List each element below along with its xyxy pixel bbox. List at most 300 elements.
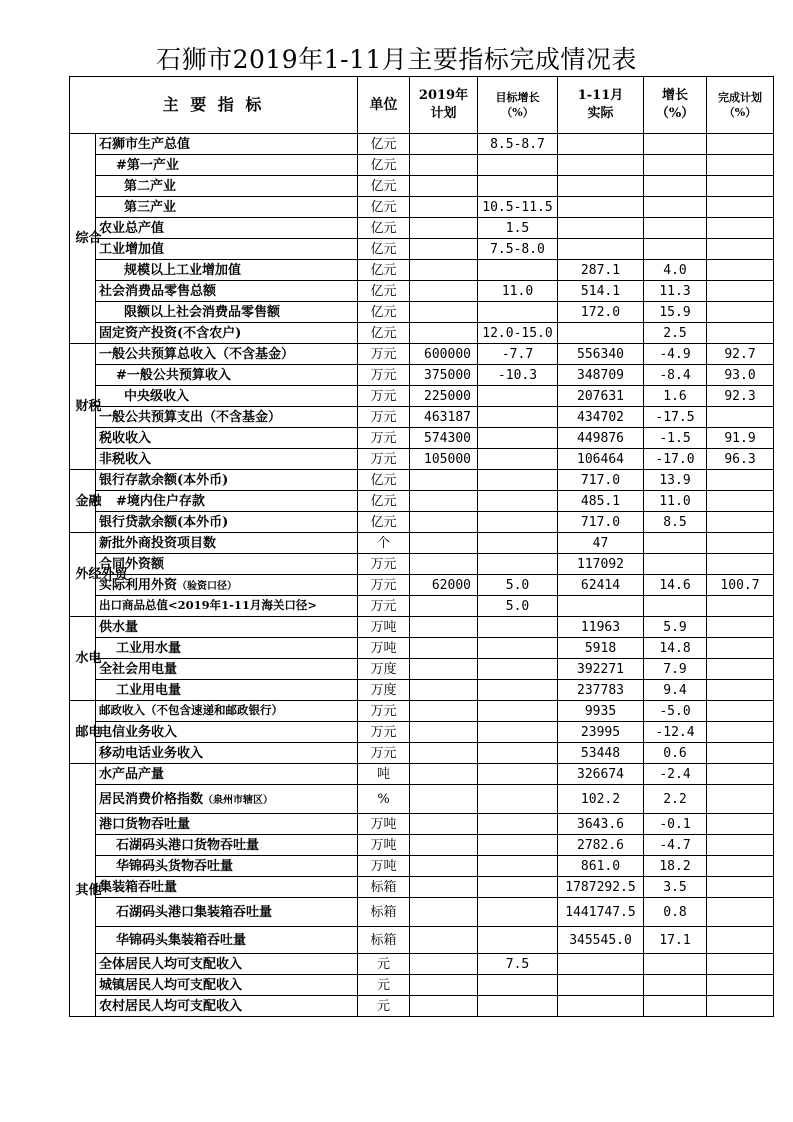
indicator-name-text: 固定资产投资(不含农户) (99, 325, 242, 341)
growth-cell: 8.5 (644, 512, 707, 533)
unit-cell: 万吨 (358, 638, 410, 659)
actual-cell: 514.1 (558, 281, 644, 302)
plan-cell (410, 975, 478, 996)
actual-cell: 287.1 (558, 260, 644, 281)
category-label: 金融 (75, 493, 102, 509)
indicator-name-text: 出口商品总值<2019年1-11月海关口径> (99, 598, 318, 613)
growth-cell: 11.0 (644, 491, 707, 512)
growth-cell: 2.2 (644, 785, 707, 814)
indicator-name (96, 176, 358, 197)
unit-cell: 亿元 (358, 239, 410, 260)
actual-cell: 449876 (558, 428, 644, 449)
completion-cell (707, 470, 774, 491)
indicator-name (96, 407, 358, 428)
indicator-name-text: #一般公共预算收入 (116, 367, 231, 383)
unit-cell: 元 (358, 954, 410, 975)
plan-cell (410, 470, 478, 491)
table-row (70, 659, 774, 680)
indicator-name (96, 743, 358, 764)
completion-cell (707, 302, 774, 323)
indicator-name (96, 764, 358, 785)
table-row (70, 764, 774, 785)
target-growth-cell: 5.0 (478, 575, 558, 596)
indicator-name (96, 898, 358, 927)
indicator-name (96, 877, 358, 898)
target-growth-cell (478, 659, 558, 680)
unit-cell: 万元 (358, 575, 410, 596)
growth-cell: 13.9 (644, 470, 707, 491)
indicator-name (96, 617, 358, 638)
completion-cell (707, 617, 774, 638)
category-label: 邮电 (75, 724, 102, 740)
table-row (70, 996, 774, 1017)
indicator-name (96, 722, 358, 743)
target-growth-cell: 1.5 (478, 218, 558, 239)
header-growth (644, 77, 707, 134)
actual-cell: 556340 (558, 344, 644, 365)
actual-cell: 5918 (558, 638, 644, 659)
unit-cell: 亿元 (358, 218, 410, 239)
actual-cell: 348709 (558, 365, 644, 386)
completion-cell: 96.3 (707, 449, 774, 470)
actual-cell: 861.0 (558, 856, 644, 877)
plan-cell (410, 743, 478, 764)
indicator-name (96, 927, 358, 954)
completion-cell (707, 764, 774, 785)
table-row (70, 218, 774, 239)
completion-cell (707, 134, 774, 155)
table-row (70, 302, 774, 323)
header-target (478, 77, 558, 134)
table-row (70, 155, 774, 176)
actual-cell: 434702 (558, 407, 644, 428)
unit-cell: 万吨 (358, 617, 410, 638)
completion-cell (707, 835, 774, 856)
indicator-name-text: 石湖码头港口货物吞吐量 (116, 837, 260, 853)
actual-cell: 392271 (558, 659, 644, 680)
table-row (70, 323, 774, 344)
indicator-name (96, 491, 358, 512)
unit-cell: 标箱 (358, 898, 410, 927)
category-label: 水电 (75, 651, 102, 666)
target-growth-cell (478, 856, 558, 877)
indicator-name (96, 344, 358, 365)
plan-cell (410, 260, 478, 281)
growth-cell (644, 176, 707, 197)
actual-cell: 207631 (558, 386, 644, 407)
unit-cell: 亿元 (358, 155, 410, 176)
unit-cell: 万元 (358, 722, 410, 743)
plan-cell: 600000 (410, 344, 478, 365)
table-row (70, 680, 774, 701)
unit-cell: 亿元 (358, 323, 410, 344)
actual-cell: 53448 (558, 743, 644, 764)
growth-cell: -0.1 (644, 814, 707, 835)
indicator-name (96, 239, 358, 260)
indicator-name (96, 134, 358, 155)
table-row (70, 533, 774, 554)
table-row (70, 975, 774, 996)
table-row (70, 134, 774, 155)
category-water-power (70, 617, 102, 701)
plan-cell (410, 877, 478, 898)
header-plan-line1: 2019年 (418, 88, 469, 104)
indicator-name-text: 银行贷款余额(本外币) (99, 514, 229, 530)
unit-cell: 万元 (358, 386, 410, 407)
category-finance-tax (70, 344, 102, 470)
actual-cell: 23995 (558, 722, 644, 743)
completion-cell (707, 281, 774, 302)
target-growth-cell (478, 785, 558, 814)
completion-cell: 100.7 (707, 575, 774, 596)
target-growth-cell: -7.7 (478, 344, 558, 365)
indicator-name-text: 石狮市生产总值 (99, 136, 191, 152)
completion-cell (707, 239, 774, 260)
unit-cell: 万元 (358, 344, 410, 365)
growth-cell: -1.5 (644, 428, 707, 449)
plan-cell (410, 835, 478, 856)
target-growth-cell (478, 638, 558, 659)
plan-cell: 62000 (410, 575, 478, 596)
growth-cell: 14.6 (644, 575, 707, 596)
indicator-name (96, 701, 358, 722)
target-growth-cell (478, 176, 558, 197)
plan-cell (410, 302, 478, 323)
indicator-name-text: 新批外商投资项目数 (99, 535, 217, 551)
growth-cell: -4.9 (644, 344, 707, 365)
completion-cell (707, 856, 774, 877)
table-row (70, 954, 774, 975)
actual-cell (558, 954, 644, 975)
plan-cell: 105000 (410, 449, 478, 470)
indicator-name-text: 供水量 (99, 619, 139, 635)
indicator-name-text: 合同外资额 (99, 556, 165, 572)
unit-cell: 亿元 (358, 491, 410, 512)
indicator-name-text: 限额以上社会消费品零售额 (124, 304, 281, 320)
indicator-name (96, 302, 358, 323)
growth-cell: -17.5 (644, 407, 707, 428)
plan-cell (410, 785, 478, 814)
actual-cell: 2782.6 (558, 835, 644, 856)
table-row (70, 260, 774, 281)
plan-cell (410, 323, 478, 344)
unit-cell: 万元 (358, 407, 410, 428)
plan-cell (410, 617, 478, 638)
indicator-name-text: 农业总产值 (99, 220, 165, 236)
completion-cell (707, 155, 774, 176)
completion-cell: 93.0 (707, 365, 774, 386)
header-indicator: 主 要 指 标 (70, 77, 358, 134)
unit-cell: 万度 (358, 659, 410, 680)
target-growth-cell (478, 835, 558, 856)
indicator-name (96, 449, 358, 470)
header-completion-line1: 完成计划 (718, 90, 762, 104)
unit-cell: 万元 (358, 428, 410, 449)
unit-cell: 标箱 (358, 877, 410, 898)
indicator-name (96, 197, 358, 218)
target-growth-cell (478, 302, 558, 323)
category-foreign-trade (70, 533, 128, 617)
completion-cell (707, 554, 774, 575)
indicator-name-note: （验资口径） (177, 580, 238, 592)
plan-cell (410, 281, 478, 302)
unit-cell: 亿元 (358, 470, 410, 491)
growth-cell: -8.4 (644, 365, 707, 386)
target-growth-cell (478, 814, 558, 835)
growth-cell: 14.8 (644, 638, 707, 659)
indicator-name (96, 512, 358, 533)
target-growth-cell (478, 701, 558, 722)
table-row (70, 407, 774, 428)
indicator-name (96, 975, 358, 996)
indicator-name-text: 集装箱吞吐量 (99, 879, 178, 895)
growth-cell: 15.9 (644, 302, 707, 323)
header-unit: 单位 (358, 77, 410, 134)
indicator-name (96, 996, 358, 1017)
growth-cell: 3.5 (644, 877, 707, 898)
plan-cell (410, 491, 478, 512)
header-target-line1: 目标增长 (495, 90, 540, 104)
unit-cell: 万吨 (358, 856, 410, 877)
actual-cell: 47 (558, 533, 644, 554)
target-growth-cell: 8.5-8.7 (478, 134, 558, 155)
completion-cell (707, 323, 774, 344)
growth-cell: -5.0 (644, 701, 707, 722)
plan-cell (410, 176, 478, 197)
indicator-name-text: 全社会用电量 (99, 661, 178, 677)
actual-cell (558, 176, 644, 197)
indicator-name-text: 石湖码头港口集装箱吞吐量 (116, 904, 273, 920)
target-growth-cell (478, 428, 558, 449)
actual-cell: 1441747.5 (558, 898, 644, 927)
actual-cell: 485.1 (558, 491, 644, 512)
header-growth-line2: （%） (655, 106, 695, 121)
indicator-name-text: 工业用水量 (116, 640, 182, 656)
table-row (70, 877, 774, 898)
indicator-name-text: 规模以上工业增加值 (124, 262, 242, 278)
unit-cell: 个 (358, 533, 410, 554)
indicator-name (96, 155, 358, 176)
unit-cell: 万吨 (358, 835, 410, 856)
completion-cell (707, 197, 774, 218)
table-row (70, 491, 774, 512)
table-row (70, 554, 774, 575)
indicator-name (96, 428, 358, 449)
target-growth-cell (478, 743, 558, 764)
indicator-name-text: 华锦码头集装箱吞吐量 (116, 932, 247, 948)
completion-cell: 92.3 (707, 386, 774, 407)
header-completion-line2: （%） (723, 106, 757, 119)
plan-cell (410, 764, 478, 785)
growth-cell: 0.8 (644, 898, 707, 927)
completion-cell (707, 814, 774, 835)
growth-cell: 1.6 (644, 386, 707, 407)
target-growth-cell (478, 996, 558, 1017)
indicator-name-text: 港口货物吞吐量 (99, 816, 191, 832)
indicator-name-text: 居民消费价格指数 (99, 791, 204, 807)
unit-cell: 万元 (358, 596, 410, 617)
target-growth-cell (478, 407, 558, 428)
table-row (70, 617, 774, 638)
indicator-name-text: 电信业务收入 (99, 724, 178, 740)
unit-cell: 亿元 (358, 512, 410, 533)
indicator-name (96, 835, 358, 856)
target-growth-cell (478, 260, 558, 281)
unit-cell: 万元 (358, 449, 410, 470)
indicator-name (96, 785, 358, 814)
indicator-name (96, 470, 358, 491)
unit-cell: 万元 (358, 701, 410, 722)
actual-cell: 717.0 (558, 512, 644, 533)
target-growth-cell (478, 491, 558, 512)
completion-cell (707, 218, 774, 239)
page-title: 石狮市2019年1-11月主要指标完成情况表 (156, 45, 637, 74)
completion-cell (707, 659, 774, 680)
indicator-name (96, 596, 358, 617)
plan-cell (410, 898, 478, 927)
category-post-telecom (70, 701, 102, 764)
indicators-table (69, 76, 774, 1017)
indicator-name-text: 邮政收入（不包含速递和邮政银行） (99, 703, 283, 718)
indicator-name (96, 533, 358, 554)
actual-cell: 62414 (558, 575, 644, 596)
unit-cell: 亿元 (358, 176, 410, 197)
indicator-name-text: 银行存款余额(本外币) (99, 472, 229, 488)
actual-cell (558, 323, 644, 344)
growth-cell: 17.1 (644, 927, 707, 954)
actual-cell (558, 218, 644, 239)
actual-cell (558, 596, 644, 617)
completion-cell (707, 407, 774, 428)
plan-cell: 463187 (410, 407, 478, 428)
unit-cell: 万元 (358, 365, 410, 386)
table-row (70, 638, 774, 659)
indicator-name-text: 中央级收入 (124, 388, 190, 404)
indicator-name (96, 954, 358, 975)
header-growth-line1: 增长 (661, 88, 688, 104)
growth-cell: -12.4 (644, 722, 707, 743)
target-growth-cell (478, 877, 558, 898)
growth-cell (644, 975, 707, 996)
table-row (70, 365, 774, 386)
indicator-name (96, 281, 358, 302)
plan-cell (410, 996, 478, 1017)
completion-cell (707, 722, 774, 743)
category-label: 其他 (75, 882, 102, 898)
growth-cell (644, 954, 707, 975)
indicator-name (96, 323, 358, 344)
completion-cell (707, 785, 774, 814)
growth-cell: 5.9 (644, 617, 707, 638)
table-row (70, 835, 774, 856)
header-actual-line2: 实际 (587, 106, 614, 121)
growth-cell: -4.7 (644, 835, 707, 856)
table-row (70, 814, 774, 835)
indicator-name (96, 638, 358, 659)
indicator-name (96, 680, 358, 701)
table-row (70, 512, 774, 533)
target-growth-cell (478, 898, 558, 927)
category-label: 综合 (75, 231, 102, 246)
unit-cell: 亿元 (358, 197, 410, 218)
indicator-name-text: 工业增加值 (99, 241, 165, 257)
target-growth-cell (478, 722, 558, 743)
table-row (70, 898, 774, 927)
plan-cell: 375000 (410, 365, 478, 386)
indicator-name-note: （泉州市辖区） (203, 794, 274, 806)
completion-cell (707, 898, 774, 927)
plan-cell (410, 512, 478, 533)
completion-cell: 91.9 (707, 428, 774, 449)
target-growth-cell (478, 680, 558, 701)
completion-cell (707, 975, 774, 996)
indicator-name (96, 856, 358, 877)
growth-cell: 2.5 (644, 323, 707, 344)
target-growth-cell (478, 470, 558, 491)
plan-cell (410, 856, 478, 877)
growth-cell (644, 596, 707, 617)
indicator-name (96, 659, 358, 680)
plan-cell (410, 638, 478, 659)
header-completion (707, 77, 774, 134)
growth-cell (644, 155, 707, 176)
table-row (70, 785, 774, 814)
completion-cell (707, 877, 774, 898)
header-actual-line1: 1-11月 (577, 88, 624, 104)
plan-cell (410, 927, 478, 954)
target-growth-cell (478, 155, 558, 176)
indicator-name (96, 218, 358, 239)
unit-cell: 万元 (358, 554, 410, 575)
indicator-name-text: 第二产业 (124, 178, 177, 194)
plan-cell (410, 134, 478, 155)
table-row (70, 927, 774, 954)
completion-cell (707, 743, 774, 764)
target-growth-cell: 7.5-8.0 (478, 239, 558, 260)
indicator-name (96, 386, 358, 407)
completion-cell: 92.7 (707, 344, 774, 365)
indicator-name-text: 一般公共预算支出（不含基金） (99, 409, 282, 425)
target-growth-cell: 12.0-15.0 (478, 323, 558, 344)
growth-cell (644, 134, 707, 155)
unit-cell: % (358, 785, 410, 814)
plan-cell: 574300 (410, 428, 478, 449)
table-row (70, 722, 774, 743)
header-plan (410, 77, 478, 134)
plan-cell: 225000 (410, 386, 478, 407)
target-growth-cell: -10.3 (478, 365, 558, 386)
growth-cell (644, 996, 707, 1017)
table-row (70, 701, 774, 722)
indicator-name (96, 554, 358, 575)
growth-cell (644, 239, 707, 260)
growth-cell (644, 533, 707, 554)
indicator-name-text: #第一产业 (116, 157, 179, 173)
category-general (70, 134, 102, 344)
indicator-name-text: #境内住户存款 (116, 493, 205, 509)
target-growth-cell: 11.0 (478, 281, 558, 302)
indicator-name-text: 农村居民人均可支配收入 (99, 998, 243, 1014)
table-row (70, 281, 774, 302)
completion-cell (707, 260, 774, 281)
unit-cell: 万元 (358, 743, 410, 764)
indicator-name-text: 实际利用外资 (99, 577, 178, 593)
unit-cell: 万度 (358, 680, 410, 701)
table-row (70, 449, 774, 470)
completion-cell (707, 680, 774, 701)
target-growth-cell: 5.0 (478, 596, 558, 617)
completion-cell (707, 512, 774, 533)
